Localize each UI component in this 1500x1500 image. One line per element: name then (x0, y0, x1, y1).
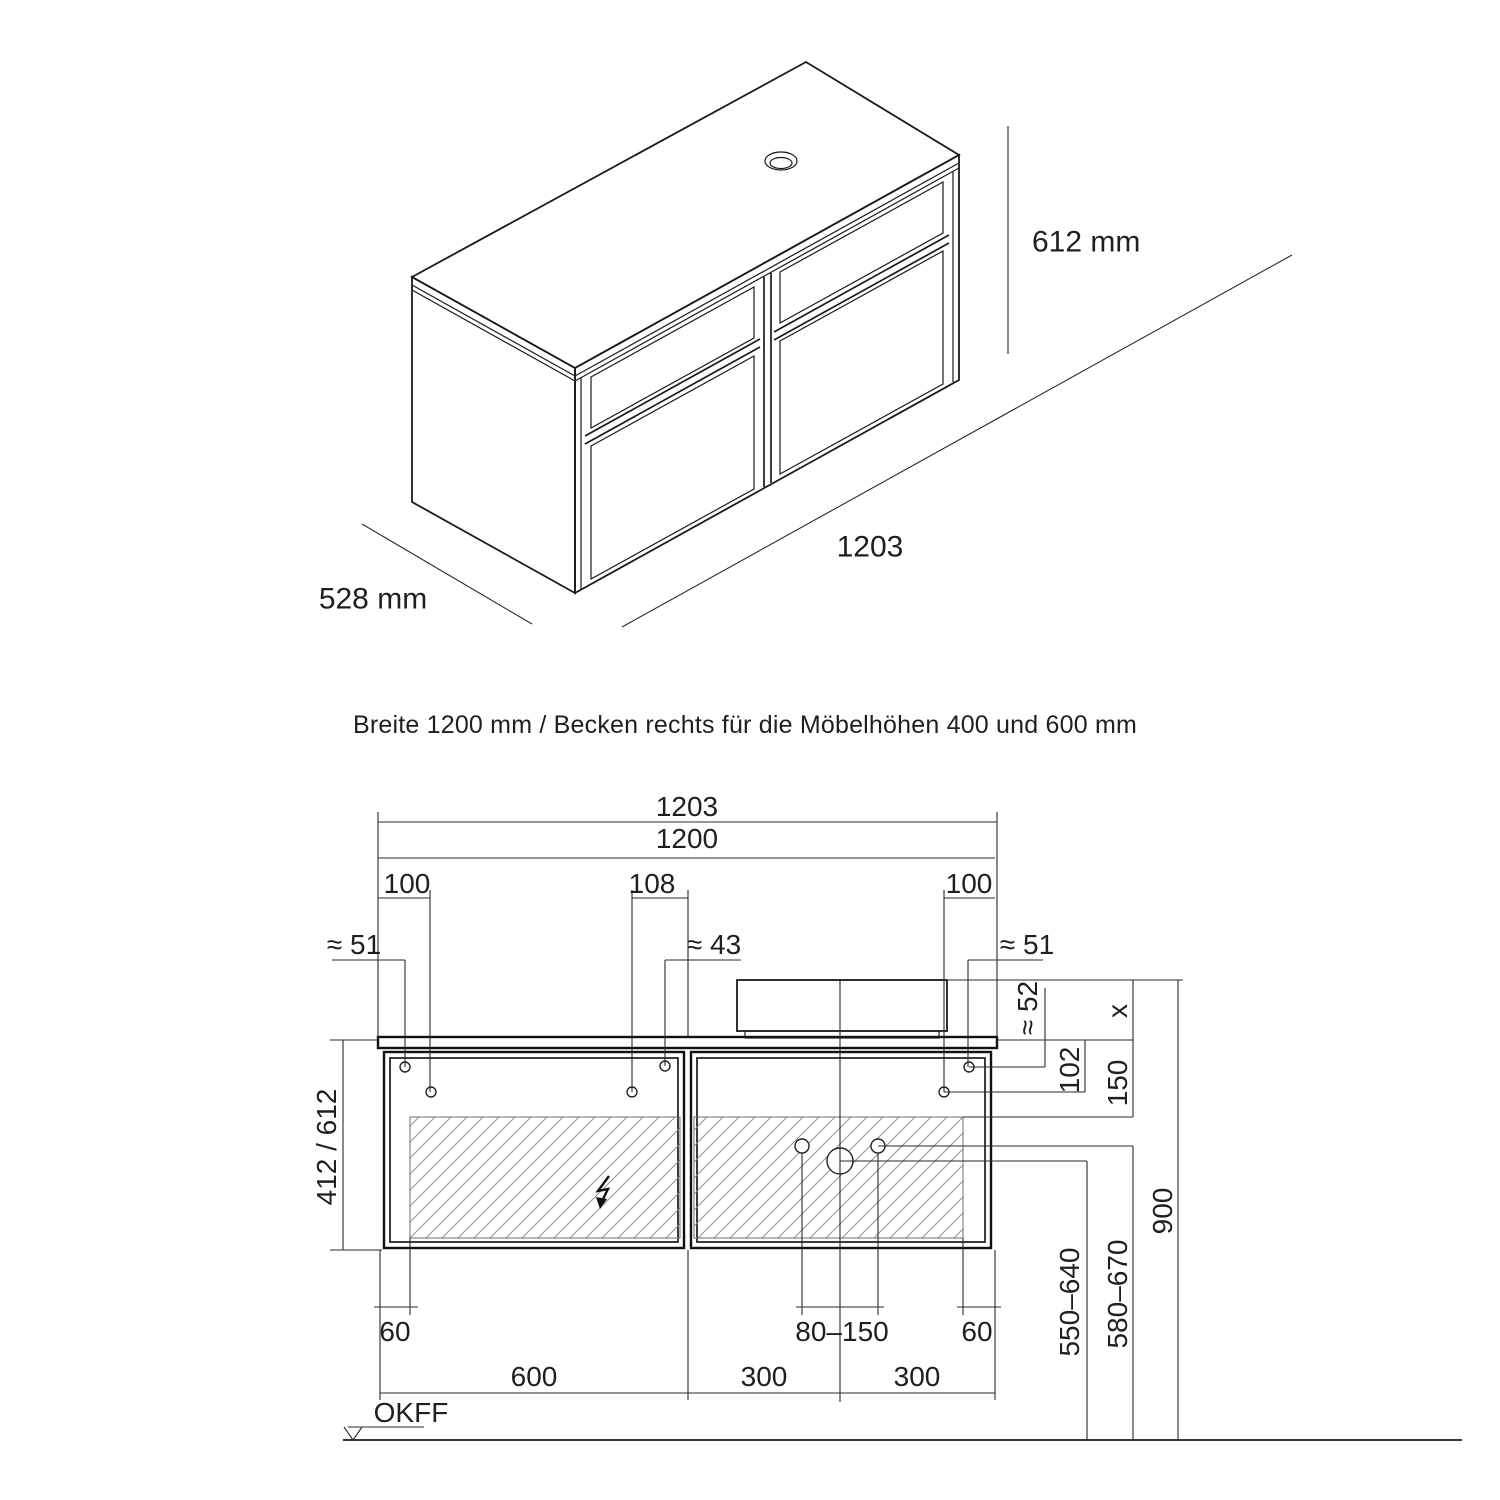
fv-hatch-left (410, 1117, 680, 1238)
dim-segment-left: 600 (510, 1360, 558, 1392)
dim-trap-height-range: 550–640 (1053, 1247, 1085, 1357)
iso-height-label: 612 mm (1032, 225, 1141, 259)
dim-hole-offset-left: 100 (383, 867, 431, 899)
dim-margin-left: 60 (379, 1315, 411, 1347)
dim-hole-offset-right: 100 (945, 867, 993, 899)
fv-hatch-right (694, 1117, 963, 1238)
dim-drain-height-range: 580–670 (1101, 1239, 1133, 1349)
dim-segment-mid: 300 (740, 1360, 788, 1392)
caption: Breite 1200 mm / Becken rechts für die Möbelhöhen 400 und 600 mm (352, 710, 1138, 739)
dim-basin-height: x (1101, 1004, 1133, 1018)
iso-front-face (575, 155, 959, 593)
fv-basin (737, 980, 947, 1031)
front-view (311, 791, 1462, 1440)
iso-width-label: 1203 (836, 530, 904, 564)
level-marker-icon (344, 1427, 362, 1440)
dim-total-height: 900 (1146, 1187, 1178, 1235)
dim-overall-width: 1203 (655, 790, 719, 822)
iso-drawer-bottom-left (591, 356, 754, 579)
dim-depth-150: 150 (1101, 1059, 1133, 1107)
dim-tap-spacing: 80–150 (795, 1315, 889, 1347)
iso-drawer-top-left (591, 287, 754, 428)
dim-approx-depth: ≈ 52 (1011, 980, 1043, 1036)
dim-hole-offset-mid: 108 (628, 867, 676, 899)
fv-countertop (378, 1037, 997, 1048)
dim-approx-mid: ≈ 43 (686, 928, 742, 960)
iso-faucet-hole (765, 152, 797, 170)
dim-cabinet-height: 412 / 612 (310, 1088, 342, 1206)
dim-body-width: 1200 (655, 822, 719, 854)
iso-side-face (412, 277, 575, 593)
iso-depth-label: 528 mm (318, 582, 428, 616)
dim-segment-right: 300 (893, 1360, 941, 1392)
isometric-view (319, 62, 1292, 627)
dim-margin-right: 60 (961, 1315, 993, 1347)
iso-cabinet-body (412, 62, 959, 593)
dim-approx-left: ≈ 51 (326, 928, 382, 960)
fv-tap-hole-left (795, 1139, 809, 1153)
dim-depth-102: 102 (1053, 1046, 1085, 1094)
floor-level-label: OKFF (373, 1396, 449, 1428)
dim-approx-right: ≈ 51 (999, 928, 1055, 960)
